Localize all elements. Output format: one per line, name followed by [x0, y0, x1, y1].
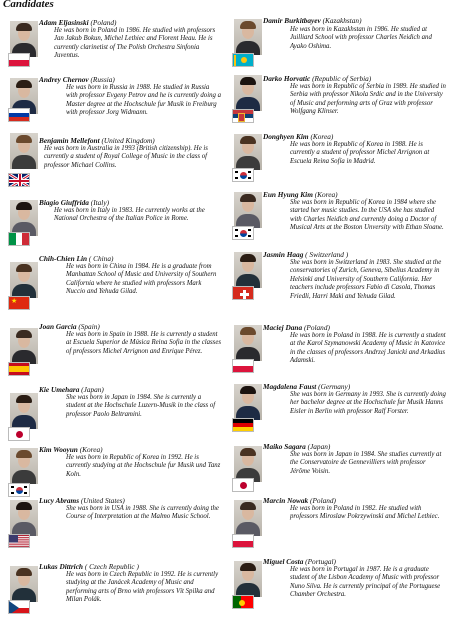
candidate-country: (Korea)	[79, 445, 103, 454]
candidate-bio: She was born in Japan in 1984. She studies currently at the Conservatoire de Gennevilliers with professor Jérôme Voisin.	[290, 451, 442, 475]
candidate-name	[263, 557, 336, 566]
candidate-name-text: Donghyen Kim	[263, 132, 311, 141]
candidate-name	[263, 382, 350, 391]
candidate-name-text: Benjamin Mellefont	[39, 136, 102, 145]
candidate-name-text: Marcin Nowak	[263, 496, 311, 505]
candidate-name-text: Eun Hyung Kim	[263, 190, 315, 199]
candidate-bio: He was born in Poland in 1986. He studied with professors Jan Jakub Bokun, Michel Lethiec and Florent Heau. He is currently clarinetist of The Polish Orchestra Sinfonia Juventus.	[54, 27, 216, 60]
candidate-photo	[10, 21, 38, 57]
candidate-country: (Japan)	[307, 442, 331, 451]
serbia-flag-icon	[232, 109, 254, 123]
candidate-name	[263, 496, 336, 505]
candidate-photo	[10, 448, 38, 484]
candidate-bio: She was born in Republic of Korea in 1984 where she started her music studies. In the USA she has studied with Charles Neidich and currently doing a Doctor of Musical Arts at the Boston Unversity with Ethan Sloane.	[290, 199, 444, 232]
candidate-name	[263, 323, 330, 332]
candidate-name-text: Damir Burkitbayev	[263, 16, 323, 25]
candidate-name	[39, 18, 116, 27]
candidate-bio: He was born in Republic of Serbia in 1989. He studied in Serbia with professor Nikola Srdic and in the University of Music and performing arts of Graz with professor Wolfgang Klinser.	[290, 83, 446, 116]
candidate-country: ( Czech Republic )	[84, 562, 139, 571]
candidate-country: (Spain)	[78, 322, 100, 331]
candidate-country: (Russia)	[90, 75, 115, 84]
poland-flag-icon	[232, 359, 254, 373]
candidate-name-text: Adam Eljasinski	[39, 18, 91, 27]
candidate-name	[39, 562, 139, 571]
candidate-name-text: Lucy Abrams	[39, 496, 81, 505]
candidate-name	[263, 74, 371, 83]
candidate-name-text: Kie Umehara	[39, 385, 82, 394]
candidate-name-text: Kim Wooyun	[39, 445, 80, 454]
candidate-photo	[10, 328, 38, 364]
candidate-name-text: Andrey Chernov	[39, 75, 91, 84]
candidate-name	[39, 385, 104, 394]
candidate-photo	[234, 500, 262, 536]
candidate-name	[263, 442, 330, 451]
candidate-photo	[234, 252, 262, 288]
korea-flag-icon	[232, 226, 254, 240]
candidate-bio: She was born in Japan in 1984. She is currently a student at the Hochschule Luzern-Musik in the class of professor Paolo Beltramini.	[66, 394, 216, 418]
china-flag-icon: ★	[8, 296, 30, 310]
candidate-name-text: Jasmin Haag	[263, 250, 306, 259]
kazakhstan-flag-icon	[232, 53, 254, 67]
candidate-name-text: Darko Horvatic	[263, 74, 313, 83]
candidate-name	[39, 75, 115, 84]
candidate-name-text: Chih-Chien Lin	[39, 254, 89, 263]
russia-flag-icon	[8, 108, 30, 122]
candidate-name-text: Joan Garcia	[39, 322, 79, 331]
candidate-name	[39, 496, 125, 505]
candidate-name-text: Lukas Dittrich	[39, 562, 85, 571]
candidate-country: (Republic of Serbia)	[312, 74, 372, 83]
portugal-flag-icon	[232, 595, 254, 609]
candidate-photo	[10, 133, 38, 169]
candidate-country: (Portugal)	[305, 557, 336, 566]
japan-flag-icon	[232, 478, 254, 492]
candidate-photo	[234, 446, 262, 482]
candidate-bio: He was born in Russia in 1988. He studied in Russia with professor Evgeny Petrov and he is currently doing a Master degree at the Hochschule fur Musik in Freiburg with professor Jorg Widmann.	[66, 84, 221, 117]
candidate-country: (Korea)	[314, 190, 338, 199]
candidate-country: (United Kingdom)	[101, 136, 155, 145]
switzerland-flag-icon	[232, 286, 254, 300]
candidate-country: (Poland)	[310, 496, 336, 505]
candidate-country: (Germany)	[318, 382, 351, 391]
candidate-bio: He was born in Portugal in 1987. He is a graduate student of the Lisbon Academy of Music with professor Nuno Silva. He is currently principal of the Portuguese Chamber Orchestra.	[290, 566, 441, 599]
candidate-name	[39, 198, 109, 207]
candidate-country: ( China)	[88, 254, 114, 263]
candidate-name	[263, 250, 348, 259]
candidate-bio: He was born in Spain in 1988. He is currently a student at Escuela Superior de Música Reina Sofia in the classes of professors Michel Arrignon and Enrique Pérez.	[66, 331, 221, 355]
page-title: Candidates	[3, 0, 54, 10]
candidate-name	[39, 254, 113, 263]
candidate-photo	[234, 75, 262, 111]
korea-flag-icon	[232, 168, 254, 182]
czech-flag-icon	[8, 600, 30, 614]
candidate-name-text: Maiko Sagara	[263, 442, 308, 451]
candidate-bio: He was born in Italy in 1983. He currently works at the National Orchestra of the Italian Police in Rome.	[54, 207, 205, 223]
candidate-bio: He was born in Republic of Korea in 1988. He is currently a student of professor Michel Arrignon at Escuela Reina Sofía in Madrid.	[290, 141, 430, 165]
germany-flag-icon	[232, 418, 254, 432]
candidate-country: (United States)	[80, 496, 125, 505]
candidate-bio: He was born in Republic of Korea in 1992. He is currently studying at the Hochschule fur Musik und Tanz Koln.	[66, 454, 221, 478]
candidate-photo	[10, 566, 38, 602]
candidate-bio: She was born in Germany in 1993. She is currently doing her bachelor degree at the Hochschule fur Musik Hanns Eisler in Berlin with professor Ralf Forster.	[290, 391, 446, 415]
candidate-name	[39, 322, 100, 331]
candidate-country: ( Switzerland )	[305, 250, 349, 259]
candidate-photo	[234, 134, 262, 170]
korea-flag-icon	[8, 483, 30, 497]
japan-flag-icon	[8, 427, 30, 441]
candidate-name	[263, 190, 338, 199]
candidate-bio: He was born in Poland in 1988. He is currently a student at the Karol Szymanowski Academy of Music in Katovice in the classes of professors Andrzej Janicki and Arkadius Adamski.	[290, 332, 446, 365]
candidate-country: (Japan)	[81, 385, 104, 394]
spain-flag-icon	[8, 362, 30, 376]
candidate-country: (Poland)	[90, 18, 117, 27]
candidate-bio: He was born in Czech Republic in 1992. He is currently studying at the Janácek Academy of Music and performing arts of Brno with professors Vít Spilka and Milan Polák.	[66, 571, 219, 604]
candidate-photo	[10, 200, 38, 236]
candidate-country: (Korea)	[310, 132, 334, 141]
candidate-bio: He was born in Poland in 1982. He studied with professors Miroslaw Pokrzywinski and Michel Lethiec.	[290, 505, 440, 521]
candidate-photo	[234, 19, 262, 55]
candidate-name	[263, 132, 333, 141]
candidate-name-text: Biagio Giuffrida	[39, 198, 91, 207]
candidate-name-text: Maciej Dana	[263, 323, 304, 332]
candidate-country: (Italy)	[90, 198, 109, 207]
candidate-bio: He was born in Kazakhstan in 1986. He studied at Juilliard School with professor Charles Neidich and Ayako Oshima.	[290, 26, 432, 50]
candidate-name	[39, 445, 103, 454]
candidate-photo	[10, 500, 38, 536]
uk-flag-icon	[8, 173, 30, 187]
candidate-name-text: Miguel Costa	[263, 557, 306, 566]
candidate-country: (Kazakhstan)	[322, 16, 362, 25]
candidate-name-text: Magdalena Faust	[263, 382, 319, 391]
candidate-bio: She was born in Switzerland in 1983. She studied at the conservatories of Zurich, Geneva, Sibelius Academy in Helsinki and University of Southern California. Her teachers include professors Fabio di Casola, Thomas Friedli, Harri Maki and Yehuda Gilad.	[290, 259, 442, 300]
candidate-photo	[234, 384, 262, 420]
candidate-photo	[234, 325, 262, 361]
candidate-bio: He was born in China in 1984. He is a graduate from Manhattan School of Music and University of Southern California where he studied with professors Mark Nuccio and Yehuda Gilad.	[66, 263, 217, 296]
italy-flag-icon	[8, 232, 30, 246]
candidate-country: (Poland)	[303, 323, 330, 332]
candidate-name	[39, 136, 155, 145]
poland-flag-icon	[232, 534, 254, 548]
poland-flag-icon	[8, 53, 30, 67]
candidate-photo	[10, 393, 38, 429]
candidate-name	[263, 16, 362, 25]
candidate-bio: She was born in USA in 1988. She is currently doing the Course of Interpretation at the Malmo Music School.	[66, 505, 219, 521]
candidate-bio: He was born in Australia in 1993 (British citizenship). He is currently a student of Royal College of Music in the class of professor Michael Collins.	[44, 145, 208, 169]
candidate-photo	[10, 262, 38, 298]
usa-flag-icon	[8, 534, 30, 548]
candidate-photo	[234, 192, 262, 228]
candidate-photo	[234, 561, 262, 597]
